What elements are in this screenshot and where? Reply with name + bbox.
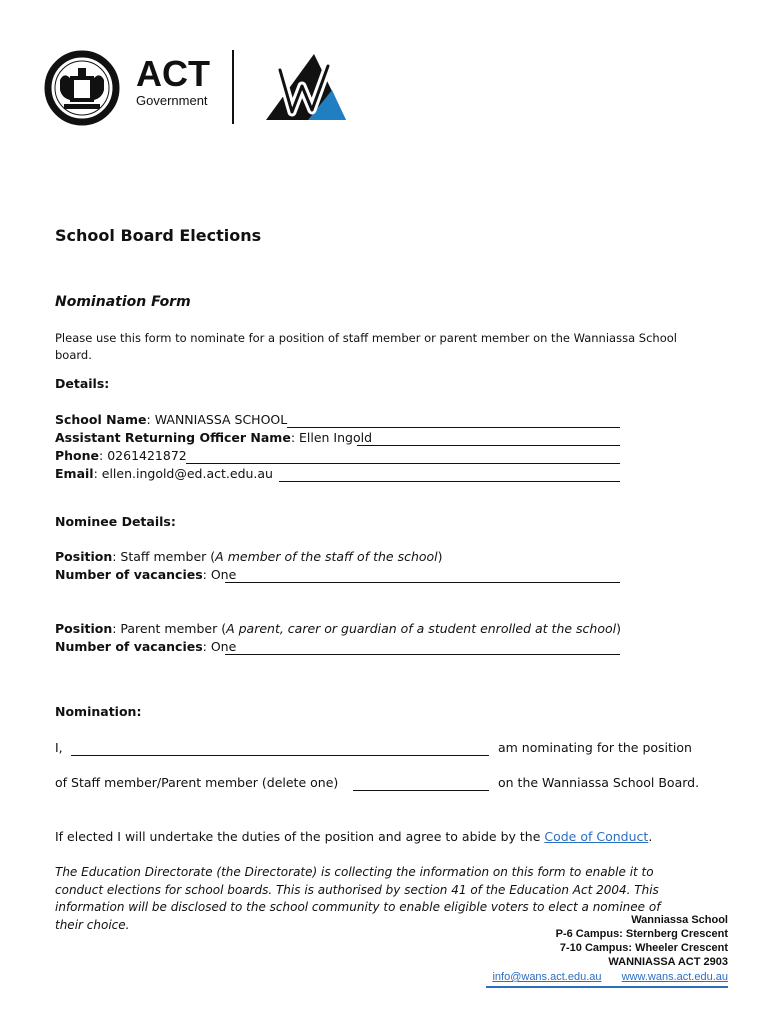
footer-email-link[interactable]: info@wans.act.edu.au: [492, 971, 602, 983]
privacy-line-2: conduct elections for school boards. This is authorised by section 41 of the Education Act 2004. This: [55, 882, 659, 897]
wanniassa-w-icon: [262, 50, 348, 124]
nomination-heading: Nomination:: [55, 704, 142, 719]
staff-position-label: Position: [55, 549, 113, 564]
parent-vacancies-row: [55, 638, 625, 655]
footer-website-link[interactable]: www.wans.act.edu.au: [621, 971, 728, 983]
parent-vacancies-label: Number of vacancies: [55, 639, 203, 654]
email-value: : ellen.ingold@ed.act.edu.au: [93, 466, 273, 481]
footer-campus-2: 7-10 Campus: Wheeler Crescent: [559, 942, 728, 954]
footer-school-name: Wanniassa School: [631, 914, 728, 926]
staff-position-close: ): [437, 549, 443, 564]
staff-position-value: : Staff member (: [112, 549, 216, 564]
staff-vacancies-label: Number of vacancies: [55, 567, 203, 582]
intro-text: [55, 330, 677, 364]
details-heading: Details:: [55, 376, 110, 391]
footer-campus-1: P-6 Campus: Sternberg Crescent: [555, 928, 728, 940]
nominee-name-line[interactable]: [71, 743, 489, 756]
code-of-conduct-link[interactable]: Code of Conduct: [544, 829, 649, 844]
phone-value: : 0261421872: [99, 448, 187, 463]
wanniassa-school-logo: [262, 50, 348, 124]
government-logo-text: Government: [136, 93, 208, 108]
school-name-row: [55, 411, 625, 428]
parent-position-row: [55, 620, 621, 637]
privacy-line-1: The Education Directorate (the Directorate) is collecting the information on this form to enable it to: [55, 865, 654, 879]
logo-divider: [232, 50, 234, 124]
email-line: [279, 469, 620, 482]
subtitle-text: Nomination Form: [55, 294, 191, 310]
aro-row: [55, 429, 625, 446]
staff-vacancies-value: : One: [202, 567, 237, 582]
email-row: [55, 465, 625, 482]
nominee-heading: Nominee Details:: [55, 514, 176, 529]
staff-vacancies-row: [55, 566, 625, 583]
email-label: Email: [55, 466, 94, 481]
phone-label: Phone: [55, 448, 100, 463]
page-title: School Board Elections: [55, 226, 262, 245]
parent-position-label: Position: [55, 621, 113, 636]
nominee-name-row: [55, 739, 715, 756]
aro-label: Assistant Returning Officer Name: [55, 430, 291, 445]
footer-links: [492, 970, 728, 984]
form-subtitle: [55, 293, 191, 311]
school-name-line: [287, 415, 620, 428]
i-label: I,: [55, 740, 63, 755]
position-choice-row: [55, 774, 715, 791]
act-government-logo: [44, 50, 214, 126]
staff-vacancies-line: [225, 570, 620, 583]
aro-line: [357, 433, 620, 446]
school-name-label: School Name: [55, 412, 147, 427]
duties-row: [55, 828, 652, 845]
aro-value: : Ellen Ingold: [290, 430, 373, 445]
nominating-text: am nominating for the position: [498, 740, 692, 755]
staff-position-desc: A member of the staff of the school: [215, 549, 438, 564]
school-name-value: : WANNIASSA SCHOOL: [146, 412, 288, 427]
intro-line-1: Please use this form to nominate for a position of staff member or parent member on the Wanniassa School: [55, 331, 677, 345]
footer-rule: [486, 986, 728, 988]
duties-period: .: [648, 829, 653, 844]
privacy-line-3: information will be disclosed to the school community to enable eligible voters to elect a nominee of: [55, 900, 661, 914]
intro-line-2: board.: [55, 348, 92, 362]
parent-position-desc: A parent, carer or guardian of a student enrolled at the school: [226, 621, 617, 636]
footer-address: WANNIASSA ACT 2903: [608, 956, 728, 968]
school-address-block: [468, 913, 728, 969]
duties-text: If elected I will undertake the duties of the position and agree to abide by the: [55, 829, 541, 844]
privacy-line-4: their choice.: [55, 917, 130, 932]
board-text: on the Wanniassa School Board.: [498, 775, 700, 790]
parent-position-value: : Parent member (: [112, 621, 227, 636]
staff-position-row: [55, 548, 443, 565]
phone-line: [186, 451, 620, 464]
act-logo-text: ACT: [136, 53, 210, 94]
parent-vacancies-value: : One: [202, 639, 237, 654]
phone-row: [55, 447, 625, 464]
parent-position-close: ): [616, 621, 621, 636]
parent-vacancies-line: [225, 642, 620, 655]
of-position-text: of Staff member/Parent member (delete one): [55, 775, 339, 790]
position-choice-line[interactable]: [353, 778, 489, 791]
